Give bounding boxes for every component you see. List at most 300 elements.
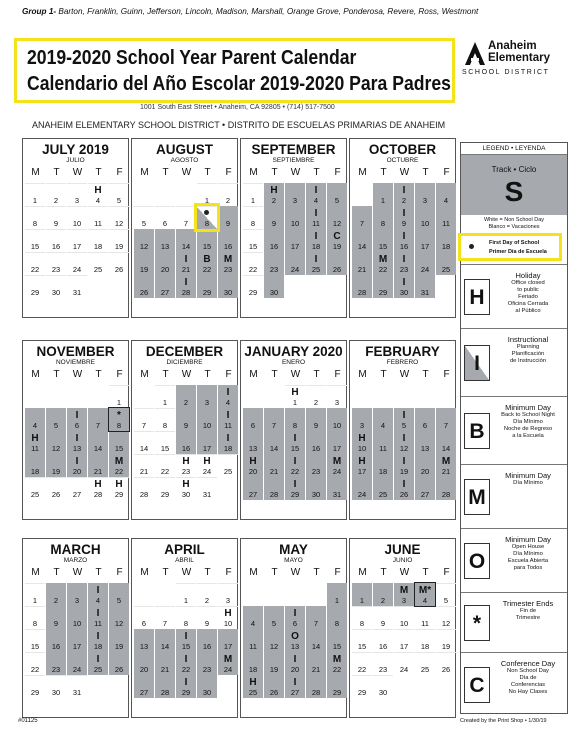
- weekday-letter: T: [271, 369, 278, 380]
- legend-text-line: Holiday: [515, 271, 541, 280]
- calendar-day: [306, 408, 326, 431]
- day-number: 14: [160, 642, 170, 651]
- day-code: I: [226, 433, 230, 444]
- calendar-day: [218, 275, 238, 298]
- day-number: 22: [181, 665, 191, 674]
- calendar-day: [327, 675, 347, 698]
- day-number: 15: [357, 642, 367, 651]
- day-number: 25: [223, 467, 233, 476]
- calendar-day: [436, 606, 456, 629]
- calendar-day: [218, 229, 238, 252]
- day-number: 21: [357, 265, 367, 274]
- calendar-day: [394, 252, 414, 275]
- calendar-day: [373, 431, 393, 454]
- calendar-day: [109, 477, 129, 500]
- day-code: I: [314, 254, 318, 265]
- day-number: 1: [292, 398, 298, 407]
- day-number: 14: [441, 444, 451, 453]
- day-number: 23: [51, 265, 61, 274]
- calendar-day: [264, 183, 284, 206]
- calendar-day: [327, 229, 347, 252]
- calendar-day: [306, 477, 326, 500]
- legend-text-line: Non School Day: [507, 668, 549, 674]
- calendar-day: [134, 252, 154, 275]
- weekday-letter: T: [162, 369, 169, 380]
- weekday-header: [350, 567, 455, 579]
- day-number: 11: [442, 219, 450, 228]
- calendar-day: [88, 206, 108, 229]
- calendar-day: [373, 629, 393, 652]
- calendar-day: [415, 583, 435, 606]
- weekday-letter: M: [358, 167, 367, 178]
- day-code: I: [293, 456, 297, 467]
- day-number: 2: [380, 596, 386, 605]
- calendar-day: [306, 454, 326, 477]
- day-number: 29: [30, 288, 40, 297]
- calendar-day: [67, 229, 87, 252]
- day-number: 23: [202, 665, 212, 674]
- calendar-day: [176, 583, 196, 606]
- day-number: 21: [269, 467, 279, 476]
- calendar-day: [155, 408, 175, 431]
- weekday-letter: F: [334, 167, 341, 178]
- calendar-day: [373, 652, 393, 675]
- calendar-day: [176, 385, 196, 408]
- weekday-letter: M: [358, 369, 367, 380]
- day-number: 21: [160, 665, 170, 674]
- calendar-day: [285, 454, 305, 477]
- day-number: 8: [116, 421, 122, 430]
- day-number: 27: [248, 490, 258, 499]
- day-code: H: [182, 456, 190, 467]
- weekday-header: [132, 369, 237, 381]
- calendar-day: [67, 583, 87, 606]
- calendar-day: [25, 606, 45, 629]
- day-number: 20: [420, 467, 430, 476]
- day-code: I: [184, 631, 188, 642]
- calendar-day: [197, 606, 217, 629]
- legend-text-line: Instructional: [507, 335, 549, 344]
- day-code: M: [399, 585, 409, 596]
- calendar-day: [306, 431, 326, 454]
- calendar-day: [352, 408, 372, 431]
- day-number: 5: [271, 619, 277, 628]
- day-number: 16: [311, 444, 321, 453]
- day-number: 10: [420, 219, 430, 228]
- weekday-letter: T: [313, 167, 320, 178]
- calendar-day: [155, 675, 175, 698]
- calendar-day: [306, 206, 326, 229]
- day-code: I: [226, 410, 230, 421]
- calendar-day: [264, 629, 284, 652]
- legend-text-line: Escuela Abierta: [507, 558, 549, 564]
- calendar-day: [436, 477, 456, 500]
- day-number: 4: [250, 619, 256, 628]
- calendar-day: [134, 229, 154, 252]
- calendar-day: [352, 606, 372, 629]
- day-number: 12: [441, 619, 451, 628]
- weekday-letter: M: [140, 567, 149, 578]
- day-number: 21: [311, 665, 321, 674]
- calendar-day: [197, 454, 217, 477]
- calendar-day: [197, 652, 217, 675]
- day-number: 17: [223, 642, 233, 651]
- calendar-day: [67, 408, 87, 431]
- calendar-day: [373, 675, 393, 698]
- day-number: 8: [380, 219, 386, 228]
- calendar-title-box: [14, 38, 455, 103]
- calendar-day: [373, 477, 393, 500]
- day-number: 4: [380, 421, 386, 430]
- month-junio: [349, 538, 456, 718]
- month-name: DECEMBER: [145, 344, 224, 359]
- day-number: 2: [401, 196, 407, 205]
- calendar-day: [25, 275, 45, 298]
- calendar-day: [327, 477, 347, 500]
- day-number: 19: [114, 242, 124, 251]
- day-number: 30: [202, 688, 212, 697]
- day-number: 29: [332, 688, 342, 697]
- day-number: 23: [223, 265, 233, 274]
- day-number: 11: [421, 619, 429, 628]
- day-number: 12: [139, 242, 149, 251]
- weekday-letter: M: [140, 369, 149, 380]
- calendar-day: [134, 629, 154, 652]
- calendar-day: [243, 206, 263, 229]
- day-number: 4: [443, 196, 449, 205]
- day-number: 14: [93, 444, 103, 453]
- weekday-letter: F: [334, 369, 341, 380]
- calendar-day: [243, 252, 263, 275]
- calendar-day: [46, 477, 66, 500]
- day-number: 18: [311, 242, 321, 251]
- calendar-day: [394, 477, 414, 500]
- day-number: 11: [94, 219, 102, 228]
- day-number: 19: [332, 242, 342, 251]
- day-number: 18: [378, 467, 388, 476]
- calendar-day: [134, 431, 154, 454]
- day-code: I: [75, 433, 79, 444]
- calendar-day: [243, 675, 263, 698]
- day-number: 16: [51, 242, 61, 251]
- calendar-day: [67, 454, 87, 477]
- calendar-day: [67, 252, 87, 275]
- day-number: 4: [95, 596, 101, 605]
- legend-text-line: al Público: [515, 308, 541, 314]
- day-number: 1: [250, 196, 256, 205]
- month-name-spanish: AGOSTO: [170, 157, 199, 164]
- footer-code: #01125: [18, 718, 38, 724]
- month-name-spanish: MAYO: [284, 557, 303, 564]
- calendar-day: [88, 229, 108, 252]
- calendar-day: [67, 675, 87, 698]
- calendar-day: [264, 477, 284, 500]
- calendar-day: [327, 408, 347, 431]
- day-number: 16: [51, 642, 61, 651]
- month-marzo: [22, 538, 129, 718]
- day-number: 22: [160, 467, 170, 476]
- legend-text-line: Oficina Cerrada: [507, 301, 549, 307]
- day-number: 20: [139, 665, 149, 674]
- day-number: 9: [380, 619, 386, 628]
- calendar-day: [218, 454, 238, 477]
- calendar-day: [25, 183, 45, 206]
- day-number: 28: [441, 490, 451, 499]
- day-number: 3: [334, 398, 340, 407]
- day-number: 2: [225, 196, 231, 205]
- weekday-letter: T: [95, 567, 102, 578]
- day-code: H: [182, 479, 190, 490]
- day-number: 25: [441, 265, 451, 274]
- weekday-letter: T: [53, 369, 60, 380]
- legend-letter: O: [464, 543, 490, 579]
- day-number: 24: [202, 467, 212, 476]
- day-number: 16: [399, 242, 409, 251]
- calendar-day: [264, 229, 284, 252]
- calendar-day: [373, 408, 393, 431]
- day-number: 9: [401, 219, 407, 228]
- day-number: 21: [139, 467, 149, 476]
- day-number: 17: [72, 242, 82, 251]
- day-number: 7: [95, 421, 101, 430]
- day-number: 6: [162, 219, 168, 228]
- calendar-day: [394, 229, 414, 252]
- weekday-letter: F: [225, 567, 232, 578]
- weekday-letter: F: [443, 567, 450, 578]
- day-number: 22: [248, 265, 258, 274]
- month-enero: [240, 340, 347, 520]
- day-number: 3: [204, 398, 210, 407]
- day-number: 30: [223, 288, 233, 297]
- day-number: 18: [93, 242, 103, 251]
- day-number: 4: [95, 196, 101, 205]
- calendar-day: [306, 606, 326, 629]
- calendar-day: [109, 583, 129, 606]
- day-number: 12: [114, 219, 124, 228]
- day-number: 20: [290, 665, 300, 674]
- calendar-day: [415, 183, 435, 206]
- day-number: 28: [160, 688, 170, 697]
- calendar-day: [327, 252, 347, 275]
- day-number: 10: [290, 219, 300, 228]
- legend-text-line: Minimum Day: [505, 535, 551, 544]
- calendar-day: [306, 675, 326, 698]
- calendar-day: [264, 431, 284, 454]
- day-number: 8: [183, 619, 189, 628]
- day-code: H: [249, 677, 257, 688]
- calendar-day: [197, 408, 217, 431]
- weekday-letter: T: [162, 567, 169, 578]
- day-number: 24: [223, 665, 233, 674]
- calendar-day: [218, 606, 238, 629]
- day-number: 18: [441, 242, 451, 251]
- legend-text-line: Minimum Day: [505, 471, 551, 480]
- calendar-day: [155, 206, 175, 229]
- legend-text-line: Trimestre: [515, 615, 541, 621]
- calendar-day: [46, 606, 66, 629]
- legend-description: [491, 335, 565, 365]
- day-code: I: [314, 208, 318, 219]
- day-number: 3: [74, 196, 80, 205]
- day-number: 8: [32, 619, 38, 628]
- day-number: 15: [248, 242, 258, 251]
- weekday-header: [350, 167, 455, 179]
- day-number: 7: [359, 219, 365, 228]
- weekday-letter: T: [380, 167, 387, 178]
- calendar-day: [67, 183, 87, 206]
- calendar-day: [352, 583, 372, 606]
- calendar-day: [285, 408, 305, 431]
- calendar-day: [176, 652, 196, 675]
- day-number: 1: [380, 196, 386, 205]
- district-name: ANAHEIM ELEMENTARY SCHOOL DISTRICT • DISTRITO DE ESCUELAS PRIMARIAS DE ANAHEIM: [32, 120, 446, 130]
- day-number: 28: [139, 490, 149, 499]
- legend-first-day: [458, 233, 562, 261]
- day-number: 30: [378, 688, 388, 697]
- day-code: H: [291, 387, 299, 398]
- calendar-day: [243, 606, 263, 629]
- calendar-day: [352, 477, 372, 500]
- calendar-day: [176, 431, 196, 454]
- legend-white-note: [461, 217, 567, 231]
- day-number: 3: [401, 596, 407, 605]
- calendar-day: [285, 385, 305, 408]
- day-number: 9: [204, 619, 210, 628]
- day-number: 29: [357, 688, 367, 697]
- weekday-header: [241, 567, 346, 579]
- calendar-day: [436, 454, 456, 477]
- day-number: 7: [162, 619, 168, 628]
- calendar-day: [176, 606, 196, 629]
- calendar-day: [218, 408, 238, 431]
- calendar-day: [373, 252, 393, 275]
- day-number: 17: [420, 242, 430, 251]
- calendar-day: [436, 252, 456, 275]
- day-number: 11: [249, 642, 257, 651]
- day-number: 24: [72, 265, 82, 274]
- day-number: 31: [72, 288, 82, 297]
- calendar-day: [88, 408, 108, 431]
- day-number: 16: [378, 642, 388, 651]
- weekday-header: [23, 567, 128, 579]
- legend-description: [491, 535, 565, 572]
- calendar-day: [285, 206, 305, 229]
- calendar-day: [109, 408, 129, 431]
- weekday-letter: F: [116, 567, 123, 578]
- day-code: H: [203, 456, 211, 467]
- weekday-letter: M: [249, 369, 258, 380]
- calendar-day: [218, 431, 238, 454]
- calendar-day: [197, 229, 217, 252]
- calendar-day: [155, 229, 175, 252]
- calendar-day: [373, 454, 393, 477]
- calendar-day: [25, 431, 45, 454]
- calendar-day: [415, 606, 435, 629]
- month-name-spanish: ABRIL: [175, 557, 194, 564]
- day-number: 30: [51, 288, 61, 297]
- weekday-header: [132, 167, 237, 179]
- day-code: M*: [418, 585, 432, 596]
- legend-text-line: Planning: [516, 344, 540, 350]
- day-number: 23: [181, 467, 191, 476]
- day-number: 15: [30, 642, 40, 651]
- calendar-day: [394, 629, 414, 652]
- calendar-day: [155, 652, 175, 675]
- calendar-day: [218, 206, 238, 229]
- day-code: I: [184, 654, 188, 665]
- weekday-header: [132, 567, 237, 579]
- day-number: 2: [204, 596, 210, 605]
- legend-first-day-en: First Day of School: [489, 240, 540, 246]
- weekday-letter: W: [72, 567, 83, 578]
- calendar-day: [352, 454, 372, 477]
- day-number: 3: [74, 596, 80, 605]
- calendar-day: [285, 183, 305, 206]
- calendar-day: [306, 629, 326, 652]
- logo-line-1: Anaheim: [488, 40, 537, 52]
- day-number: 29: [378, 288, 388, 297]
- month-septiembre: [240, 138, 347, 318]
- day-number: 25: [248, 688, 258, 697]
- calendar-day: [88, 583, 108, 606]
- day-code: I: [293, 677, 297, 688]
- day-code: H: [31, 433, 39, 444]
- calendar-day: [243, 275, 263, 298]
- weekday-letter: W: [290, 167, 301, 178]
- calendar-day: [25, 652, 45, 675]
- calendar-day: [327, 652, 347, 675]
- month-name: JUNE: [384, 542, 421, 557]
- calendar-day: [25, 229, 45, 252]
- calendar-day: [285, 606, 305, 629]
- day-number: 11: [224, 421, 232, 430]
- calendar-day: [197, 629, 217, 652]
- calendar-day: [134, 454, 154, 477]
- day-number: 15: [332, 642, 342, 651]
- day-number: 9: [53, 219, 59, 228]
- calendar-day: [88, 183, 108, 206]
- calendar-day: [109, 606, 129, 629]
- calendar-day: [285, 252, 305, 275]
- calendar-day: [264, 454, 284, 477]
- calendar-day: [67, 606, 87, 629]
- calendar-day: [243, 229, 263, 252]
- calendar-day: [88, 606, 108, 629]
- calendar-day: [155, 252, 175, 275]
- calendar-day: [176, 408, 196, 431]
- calendar-day: [25, 252, 45, 275]
- day-number: 13: [139, 642, 149, 651]
- day-number: 10: [72, 219, 82, 228]
- day-number: 3: [292, 196, 298, 205]
- day-code: I: [96, 585, 100, 596]
- legend-text-line: de Instrucción: [509, 358, 547, 364]
- legend-text-line: Planificación: [511, 351, 545, 357]
- logo-line-2: Elementary: [488, 52, 551, 64]
- day-number: 12: [399, 444, 409, 453]
- calendar-day: [436, 431, 456, 454]
- calendar-day: [134, 408, 154, 431]
- calendar-day: [327, 385, 347, 408]
- day-code: I: [402, 208, 406, 219]
- weekday-letter: T: [313, 567, 320, 578]
- day-code: H: [358, 433, 366, 444]
- weekday-letter: T: [422, 369, 429, 380]
- month-mayo: [240, 538, 347, 718]
- day-number: 20: [72, 467, 82, 476]
- day-number: 24: [420, 265, 430, 274]
- day-number: 17: [290, 242, 300, 251]
